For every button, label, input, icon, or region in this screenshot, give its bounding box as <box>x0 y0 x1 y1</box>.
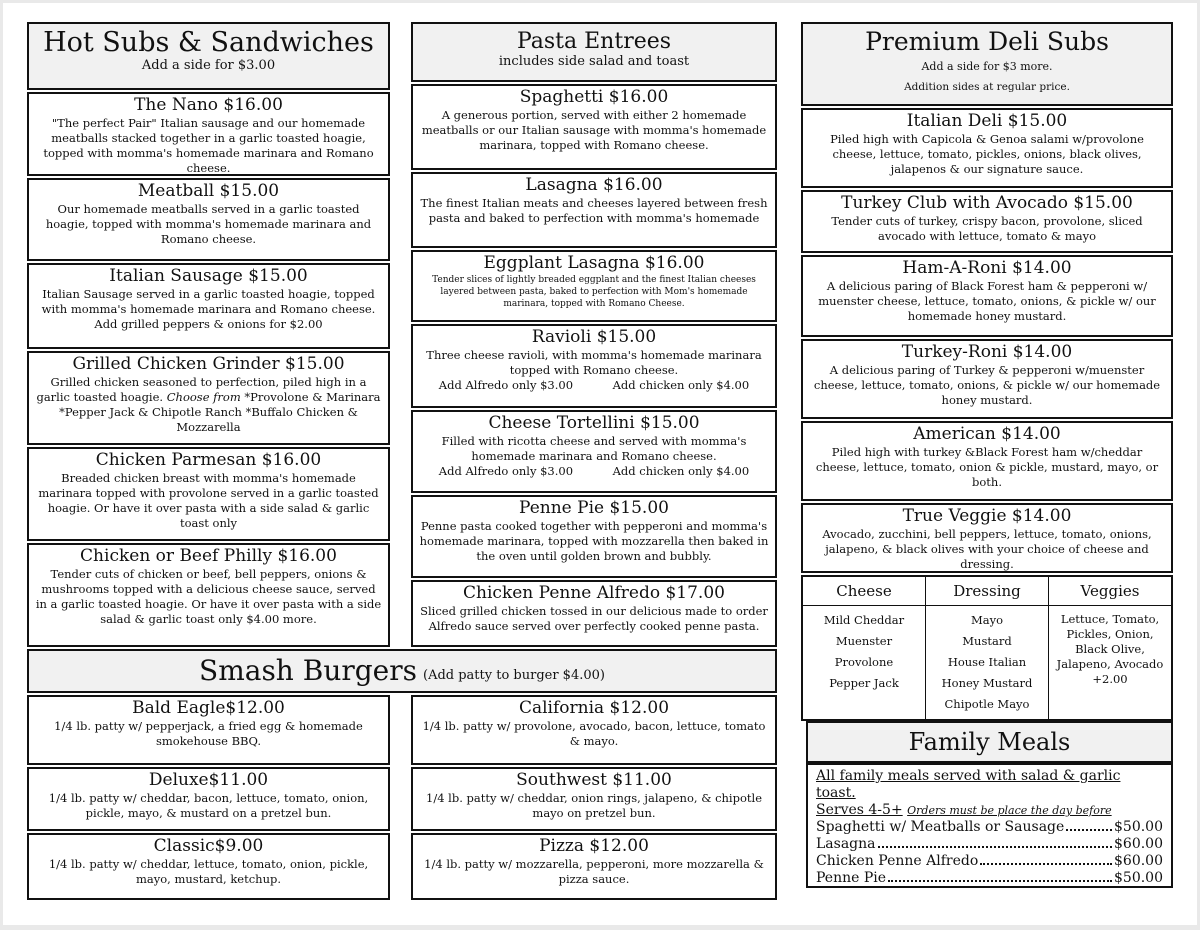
family-meal-name: Spaghetti w/ Meatballs or Sausage <box>816 819 1065 835</box>
deli-title: Premium Deli Subs <box>865 27 1109 56</box>
item-description: Piled high with Capicola & Genoa salami w/provolone cheese, lettuce, tomato, pickles, onions, black olives, jalapenos & our signature sauce. <box>830 132 1144 176</box>
item-title: Chicken Penne Alfredo $17.00 <box>463 583 725 603</box>
col-header-dressing: Dressing <box>926 577 1049 606</box>
family-meal-price: $60.00 <box>1114 836 1163 852</box>
family-serves-line <box>816 802 1163 819</box>
item-description: "The perfect Pair" Italian sausage and our homemade meatballs stacked together in a garlic toasted hoagie, topped with momma's homemade marinara and Romano cheese. <box>43 116 374 175</box>
item-title: The Nano $16.00 <box>134 95 283 115</box>
family-meal-row <box>816 836 1163 853</box>
menu-item-penne-pie <box>411 495 777 578</box>
item-title: Pizza $12.00 <box>539 836 649 856</box>
item-title: Deluxe$11.00 <box>148 770 269 790</box>
item-description: Tender cuts of turkey, crispy bacon, provolone, sliced avocado with lettuce, tomato & mayo <box>831 214 1143 243</box>
item-addons <box>419 378 769 393</box>
item-description-text: Grilled chicken seasoned to perfection, piled high in a garlic toasted hoagie. <box>36 375 367 404</box>
hot-subs-subtitle: Add a side for $3.00 <box>141 58 276 73</box>
addon-chicken: Add chicken only $4.00 <box>612 464 750 478</box>
burgers-title: Smash Burgers <box>199 654 417 687</box>
menu-item-california <box>411 695 777 765</box>
family-order-note: Orders must be place the day before <box>907 804 1112 817</box>
item-description: The finest Italian meats and cheeses layered between fresh pasta and baked to perfection with momma's homemade <box>420 196 768 225</box>
cheese-list <box>803 606 926 720</box>
menu-item-american <box>801 421 1173 501</box>
deli-subtitle-2: Addition sides at regular price. <box>904 81 1070 93</box>
dotted-leader <box>878 846 1113 848</box>
pasta-header <box>411 22 777 82</box>
menu-item-meatball <box>27 178 390 261</box>
item-title: American $14.00 <box>913 424 1061 444</box>
item-title: Italian Sausage $15.00 <box>109 266 308 286</box>
addon-alfredo: Add Alfredo only $3.00 <box>438 378 574 392</box>
options-table <box>802 576 1172 720</box>
menu-item-pizza <box>411 833 777 900</box>
cheese-option: Mild Cheddar <box>823 613 905 627</box>
family-meal-price: $50.00 <box>1114 819 1163 835</box>
family-meal-price: $50.00 <box>1114 870 1163 886</box>
menu-item-ravioli <box>411 324 777 408</box>
item-description: Filled with ricotta cheese and served with momma's homemade marinara and Romano cheese. <box>441 434 747 463</box>
hot-subs-header <box>27 22 390 90</box>
family-meal-list <box>816 819 1163 887</box>
item-title: Chicken Parmesan $16.00 <box>95 450 322 470</box>
hot-subs-title: Hot Subs & Sandwiches <box>43 27 374 58</box>
family-title: Family Meals <box>908 728 1071 756</box>
item-description: Three cheese ravioli, with momma's homemade marinara topped with Romano cheese. <box>426 348 762 377</box>
menu-item-lasagna <box>411 172 777 248</box>
item-description: Breaded chicken breast with momma's homemade marinara topped with provolone served in a garlic toasted hoagie. Or have it over pasta with a side salad & garlic toast only <box>38 471 379 530</box>
item-title: Meatball $15.00 <box>137 181 280 201</box>
menu-item-chicken-parmesan <box>27 447 390 541</box>
item-description: 1/4 lb. patty w/ cheddar, onion rings, jalapeno, & chipotle mayo on pretzel bun. <box>426 791 762 820</box>
item-description: Tender slices of lightly breaded eggplant and the finest Italian cheeses layered between pasta, baked to perfection with Mom's homemade marinara, topped with Romano Cheese. <box>432 275 756 309</box>
item-title: Ravioli $15.00 <box>531 327 657 347</box>
family-served-with: All family meals served with salad & garlic toast. <box>816 768 1121 801</box>
dotted-leader <box>1066 829 1112 831</box>
item-title: Lasagna $16.00 <box>525 175 663 195</box>
item-description: 1/4 lb. patty w/ cheddar, bacon, lettuce, tomato, onion, pickle, mayo, & mustard on a pretzel bun. <box>48 791 369 820</box>
dressing-option: Honey Mustard <box>941 676 1033 690</box>
item-description: A delicious paring of Turkey & pepperoni w/muenster cheese, lettuce, tomato, onions, & pickle w/ our homemade honey mustard. <box>813 363 1161 407</box>
menu-item-true-veggie <box>801 503 1173 573</box>
item-title: Classic$9.00 <box>153 836 264 856</box>
menu-page <box>3 3 1197 925</box>
item-title: Penne Pie $15.00 <box>519 498 669 518</box>
col-header-veggies: Veggies <box>1049 577 1172 606</box>
deli-header <box>801 22 1173 106</box>
item-addons <box>419 464 769 479</box>
family-meals-box <box>806 763 1173 888</box>
burgers-subtitle: (Add patty to burger $4.00) <box>423 667 605 683</box>
item-description: 1/4 lb. patty w/ pepperjack, a fried egg & homemade smokehouse BBQ. <box>54 719 363 748</box>
veggies-list: Lettuce, Tomato, Pickles, Onion, Black Olive, Jalapeno, Avocado +2.00 <box>1049 606 1172 720</box>
item-title: Grilled Chicken Grinder $15.00 <box>72 354 345 374</box>
family-meal-row <box>816 819 1163 836</box>
family-meal-name: Penne Pie <box>816 870 887 886</box>
item-description: A generous portion, served with either 2 homemade meatballs or our Italian sausage with momma's homemade marinara, topped with Romano cheese. <box>421 108 767 152</box>
cheese-option: Provolone <box>834 655 894 669</box>
pasta-title: Pasta Entrees <box>516 29 672 54</box>
family-meal-price: $60.00 <box>1114 853 1163 869</box>
menu-item-chicken-penne-alfredo <box>411 580 777 647</box>
item-title: Chicken or Beef Philly $16.00 <box>80 546 337 566</box>
family-meal-name: Lasagna <box>816 836 876 852</box>
menu-item-italian-sausage <box>27 263 390 349</box>
deli-subtitle: Add a side for $3 more. <box>921 60 1053 73</box>
dotted-leader <box>888 880 1112 882</box>
item-description: 1/4 lb. patty w/ mozzarella, pepperoni, more mozzarella & pizza sauce. <box>424 857 764 886</box>
item-title: Eggplant Lasagna $16.00 <box>483 253 705 273</box>
options-table-box <box>801 575 1173 721</box>
item-title: Southwest $11.00 <box>516 770 672 790</box>
menu-item-classic <box>27 833 390 900</box>
menu-item-ham-a-roni <box>801 255 1173 337</box>
item-title: Ham-A-Roni $14.00 <box>902 258 1072 278</box>
item-description: Italian Sausage served in a garlic toasted hoagie, topped with momma's homemade marinara and Romano cheese. Add grilled peppers & onions for $2.00 <box>41 287 376 331</box>
item-description: Our homemade meatballs served in a garlic toasted hoagie, topped with momma's homemade marinara and Romano cheese. <box>45 202 372 246</box>
dressing-option: Mayo <box>970 613 1004 627</box>
burgers-header <box>27 649 777 693</box>
item-description: Penne pasta cooked together with pepperoni and momma's homemade marinara, topped with mozzarella then baked in the oven until golden brown and bubbly. <box>419 519 769 563</box>
dressing-list <box>926 606 1049 720</box>
item-choose-label: Choose from <box>166 390 241 404</box>
dressing-option: Mustard <box>962 634 1012 648</box>
item-title: Spaghetti $16.00 <box>519 87 669 107</box>
item-description: Tender cuts of chicken or beef, bell peppers, onions & mushrooms topped with a delicious cheese sauce, served in a garlic toasted hoagie. Or have it over pasta with a side salad & garlic toast only $4.00 more. <box>35 567 382 626</box>
item-title: Turkey-Roni $14.00 <box>901 342 1073 362</box>
menu-item-bald-eagle <box>27 695 390 765</box>
item-options: *Provolone & Marinara *Pepper Jack & Chipotle Ranch *Buffalo Chicken & Mozzarella <box>59 390 381 434</box>
dotted-leader <box>980 863 1112 865</box>
item-description: 1/4 lb. patty w/ cheddar, lettuce, tomato, onion, pickle, mayo, mustard, ketchup. <box>48 857 369 886</box>
family-meal-row <box>816 853 1163 870</box>
dressing-option: House Italian <box>947 655 1027 669</box>
family-meal-name: Chicken Penne Alfredo <box>816 853 979 869</box>
cheese-option: Pepper Jack <box>829 676 899 690</box>
family-serves: Serves 4-5+ <box>816 802 903 818</box>
menu-item-eggplant-lasagna <box>411 250 777 322</box>
item-title: True Veggie $14.00 <box>902 506 1072 526</box>
item-description: A delicious paring of Black Forest ham & pepperoni w/ muenster cheese, lettuce, tomato, onions, & pickle w/ our homemade honey mustard. <box>818 279 1156 323</box>
item-title: Bald Eagle$12.00 <box>132 698 285 718</box>
item-description: 1/4 lb. patty w/ provolone, avocado, bacon, lettuce, tomato & mayo. <box>422 719 766 748</box>
menu-item-grilled-chicken-grinder <box>27 351 390 445</box>
item-title: Turkey Club with Avocado $15.00 <box>841 193 1133 213</box>
item-description: Piled high with turkey &Black Forest ham w/cheddar cheese, lettuce, tomato, onion & pickle, mustard, mayo, or both. <box>815 445 1159 489</box>
addon-alfredo: Add Alfredo only $3.00 <box>438 464 574 478</box>
item-title: Italian Deli $15.00 <box>906 111 1068 131</box>
menu-item-turkey-roni <box>801 339 1173 419</box>
menu-item-chicken-or-beef-philly <box>27 543 390 647</box>
menu-item-cheese-tortellini <box>411 410 777 493</box>
item-description <box>35 375 382 435</box>
menu-item-turkey-club <box>801 190 1173 253</box>
item-title: Cheese Tortellini $15.00 <box>488 413 700 433</box>
cheese-option: Muenster <box>835 634 893 648</box>
item-description: Avocado, zucchini, bell peppers, lettuce, tomato, onions, jalapeno, & black olives with your choice of cheese and dressing. <box>822 527 1152 571</box>
menu-item-deluxe <box>27 767 390 831</box>
dressing-option: Chipotle Mayo <box>944 697 1030 711</box>
menu-item-spaghetti <box>411 84 777 170</box>
family-meal-row <box>816 870 1163 887</box>
item-title: California $12.00 <box>518 698 670 718</box>
menu-item-southwest <box>411 767 777 831</box>
addon-chicken: Add chicken only $4.00 <box>612 378 750 392</box>
pasta-subtitle: includes side salad and toast <box>498 54 690 69</box>
menu-item-the-nano <box>27 92 390 176</box>
col-header-cheese: Cheese <box>803 577 926 606</box>
family-header <box>806 721 1173 763</box>
menu-item-italian-deli <box>801 108 1173 188</box>
item-description: Sliced grilled chicken tossed in our delicious made to order Alfredo sauce served over perfectly cooked penne pasta. <box>420 604 768 633</box>
